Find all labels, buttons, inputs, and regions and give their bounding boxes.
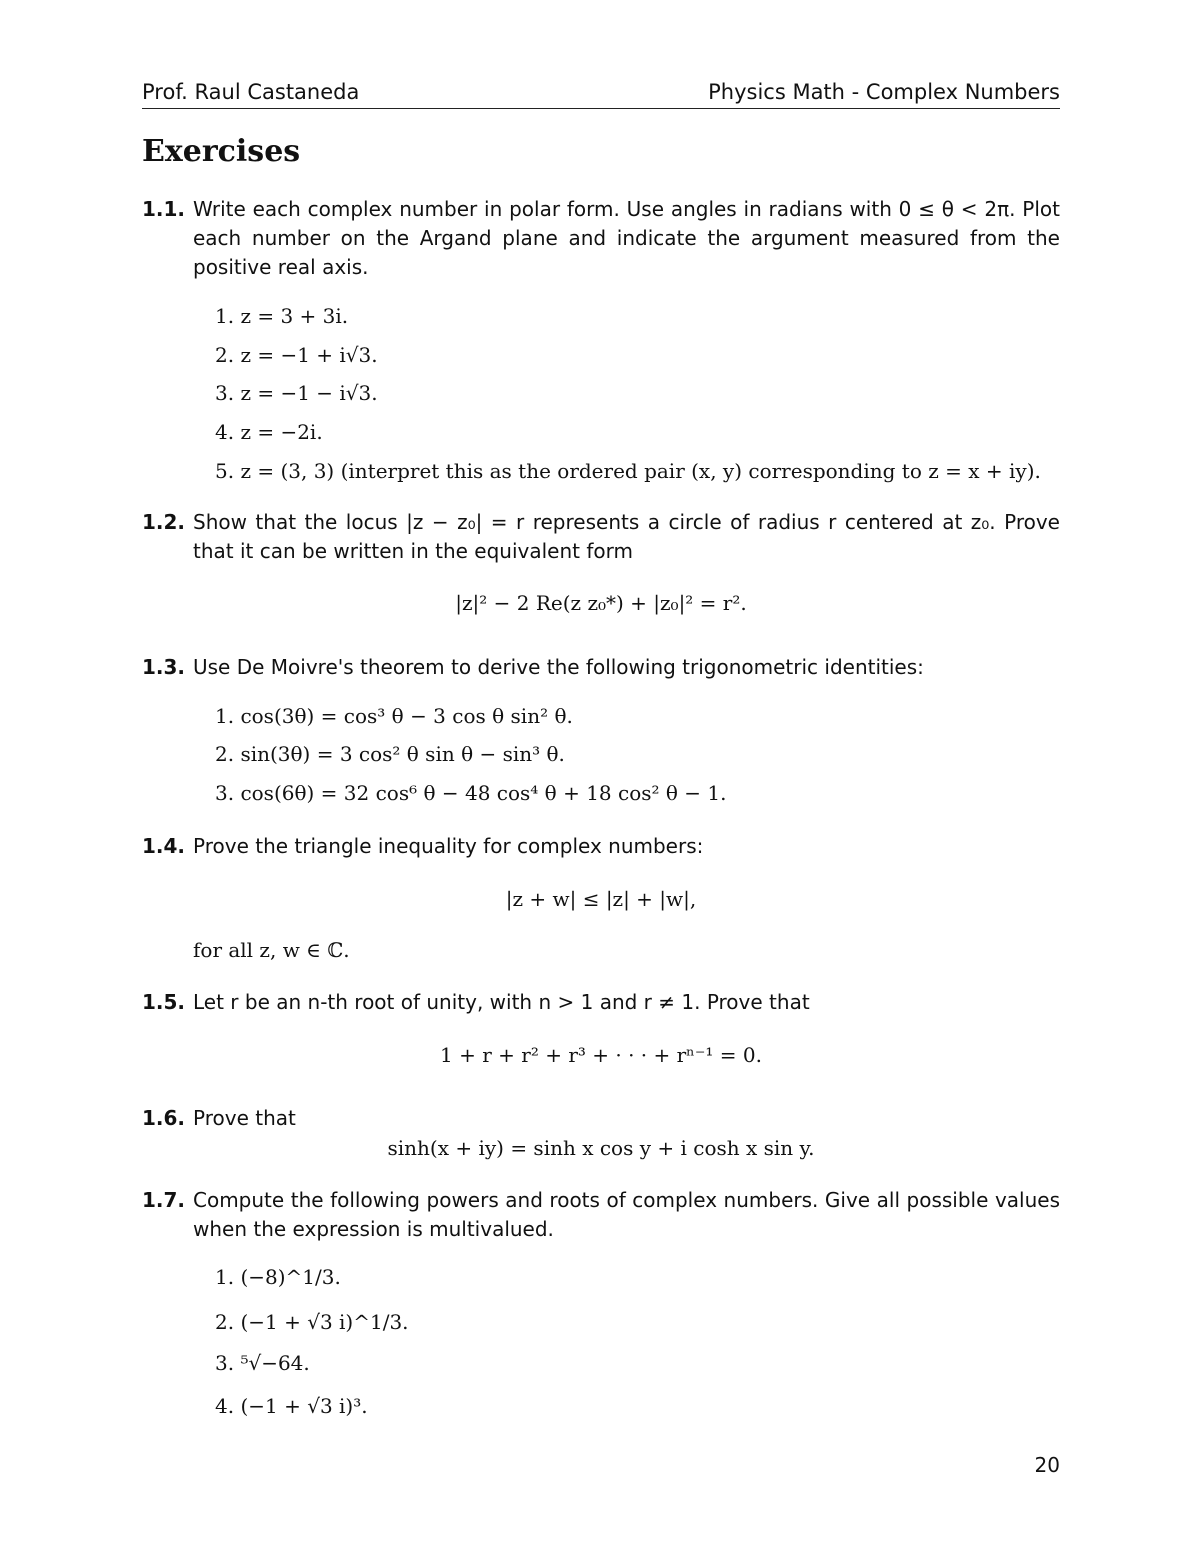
- list-item: 2. (−1 + √3 i)^1/3.: [215, 1310, 409, 1334]
- exercise-text: Let r be an n-th root of unity, with n > 1 and r ≠ 1. Prove that: [193, 990, 810, 1014]
- page-number: 20: [1034, 1453, 1060, 1477]
- list-item: 3. z = −1 − i√3.: [215, 381, 378, 405]
- list-item: 3. ⁵√−64.: [215, 1351, 310, 1375]
- list-item: 1. cos(3θ) = cos³ θ − 3 cos θ sin² θ.: [215, 704, 573, 728]
- running-header: [142, 78, 1060, 109]
- section-title: Exercises: [142, 134, 301, 169]
- list-item: 1. z = 3 + 3i.: [215, 304, 349, 328]
- exercise-text: Prove the triangle inequality for complex numbers:: [193, 834, 704, 858]
- exercise-number: 1.4.: [142, 834, 186, 858]
- exercise-text: Prove that: [193, 1106, 296, 1130]
- list-item: 4. z = −2i.: [215, 420, 323, 444]
- exercise-text: Use De Moivre's theorem to derive the following trigonometric identities:: [193, 655, 924, 679]
- exercise-number: 1.7.: [142, 1188, 186, 1212]
- display-equation: |z + w| ≤ |z| + |w|,: [505, 887, 697, 911]
- header-author: Prof. Raul Castaneda: [142, 80, 360, 104]
- list-item: 1. (−8)^1/3.: [215, 1265, 341, 1289]
- list-item: 4. (−1 + √3 i)³.: [215, 1394, 368, 1418]
- exercise-text: Show that the locus |z − z₀| = r represents a circle of radius r centered at z₀. Prove that it can be written in the equivalent form: [193, 510, 1060, 563]
- display-equation: 1 + r + r² + r³ + · · · + rⁿ⁻¹ = 0.: [440, 1043, 762, 1067]
- list-item: 5. z = (3, 3) (interpret this as the ordered pair (x, y) corresponding to z = x + iy).: [215, 459, 1041, 483]
- exercise-number: 1.5.: [142, 990, 186, 1014]
- exercise-text: Compute the following powers and roots of complex numbers. Give all possible values when the expression is multivalued.: [193, 1188, 1060, 1241]
- exercise-number: 1.1.: [142, 197, 186, 221]
- display-equation: |z|² − 2 Re(z z₀*) + |z₀|² = r².: [455, 591, 747, 615]
- exercise-number: 1.3.: [142, 655, 186, 679]
- header-course-title: Physics Math - Complex Numbers: [708, 80, 1060, 104]
- list-item: 2. z = −1 + i√3.: [215, 343, 378, 367]
- exercise-text: Write each complex number in polar form. Use angles in radians with 0 ≤ θ < 2π. Plot each number on the Argand plane and indicate the argument measured from the positive real axis.: [193, 197, 1060, 279]
- exercise-number: 1.2.: [142, 510, 186, 534]
- exercise-text-after: for all z, w ∈ ℂ.: [193, 938, 350, 962]
- list-item: 3. cos(6θ) = 32 cos⁶ θ − 48 cos⁴ θ + 18 cos² θ − 1.: [215, 781, 727, 805]
- list-item: 2. sin(3θ) = 3 cos² θ sin θ − sin³ θ.: [215, 742, 565, 766]
- display-equation: sinh(x + iy) = sinh x cos y + i cosh x sin y.: [387, 1136, 815, 1160]
- exercise-number: 1.6.: [142, 1106, 186, 1130]
